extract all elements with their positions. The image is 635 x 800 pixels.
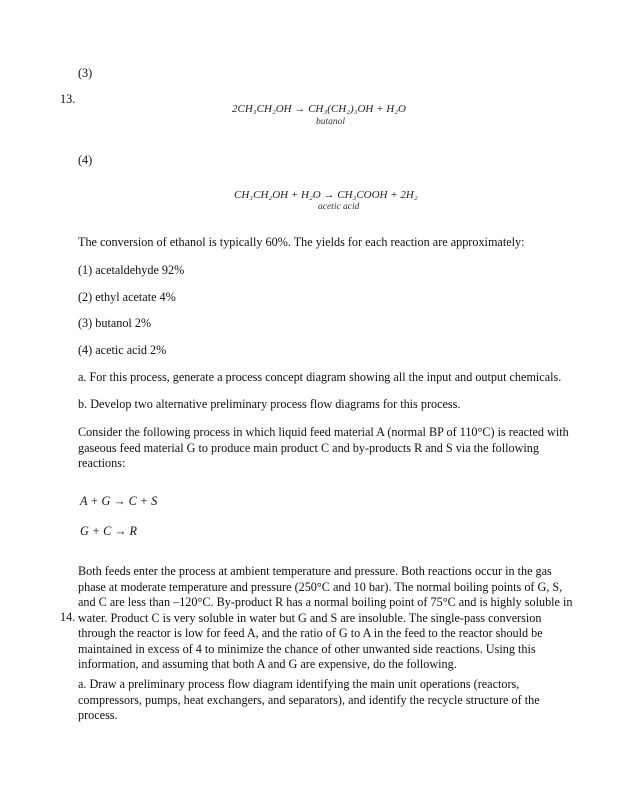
yield-item: (3) butanol 2%	[78, 316, 152, 330]
intro-line: reactions:	[78, 456, 126, 470]
yield-item: (1) acetaldehyde 92%	[78, 263, 185, 277]
problem-13-number: 13.	[60, 92, 76, 106]
task-a-13: a. For this process, generate a process concept diagram showing all the input and output chemicals.	[78, 370, 562, 384]
task-b-13: b. Develop two alternative preliminary process flow diagrams for this process.	[78, 397, 461, 411]
problem-14-task-a	[78, 677, 583, 724]
body-line: through the reactor is low for feed A, and the ratio of G to A in the feed to the reactor should be	[78, 626, 543, 640]
body-line: Both feeds enter the process at ambient temperature and pressure. Both reactions occur in the gas	[78, 564, 552, 578]
body-line: information, and assuming that both A and G are expensive, do the following.	[78, 657, 457, 671]
equation-butanol-label: butanol	[316, 117, 346, 127]
item-4-label: (4)	[78, 153, 93, 167]
problem-14-body	[78, 564, 583, 673]
yield-item: (4) acetic acid 2%	[78, 343, 167, 357]
reaction-1: A + G → C + S	[80, 494, 158, 508]
task-line: compressors, pumps, heat exchangers, and separators), and identify the recycle structure of the	[78, 692, 540, 707]
problem-14-number: 14.	[60, 610, 76, 624]
conversion-text: The conversion of ethanol is typically 60%. The yields for each reaction are approximately:	[78, 235, 525, 249]
intro-line: gaseous feed material G to produce main product C and by-products R and S via the following	[78, 440, 539, 455]
intro-line: Consider the following process in which liquid feed material A (normal BP of 110°C) is reacted with	[78, 425, 569, 439]
body-line: maintained in excess of 4 to minimize the chance of other unwanted side reactions. Using this	[78, 641, 536, 656]
task-line: a. Draw a preliminary process flow diagram identifying the main unit operations (reactors,	[78, 677, 520, 691]
task-line: process.	[78, 708, 118, 722]
equation-acetic-acid: CH₃CH₂OH + H₂O → CH₃COOH + 2H₂	[234, 189, 418, 201]
equation-acetic-acid-label: acetic acid	[318, 202, 360, 212]
body-line: water. Product C is very soluble in water but G and S are insoluble. The single-pass conversion	[78, 610, 542, 625]
body-line: phase at moderate temperature and pressure (250°C and 10 bar). The normal boiling points of G, S,	[78, 579, 563, 594]
body-line: and C are less than –120°C. By-product R has a normal boiling point of 75°C and is highly soluble in	[78, 595, 573, 609]
problem-14-intro	[78, 425, 583, 472]
equation-butanol: 2CH₃CH₂OH → CH₃(CH₂)₃OH + H₂O	[232, 103, 406, 115]
item-3-label: (3)	[78, 66, 93, 80]
yield-item: (2) ethyl acetate 4%	[78, 290, 176, 304]
reaction-2: G + C → R	[80, 524, 137, 538]
